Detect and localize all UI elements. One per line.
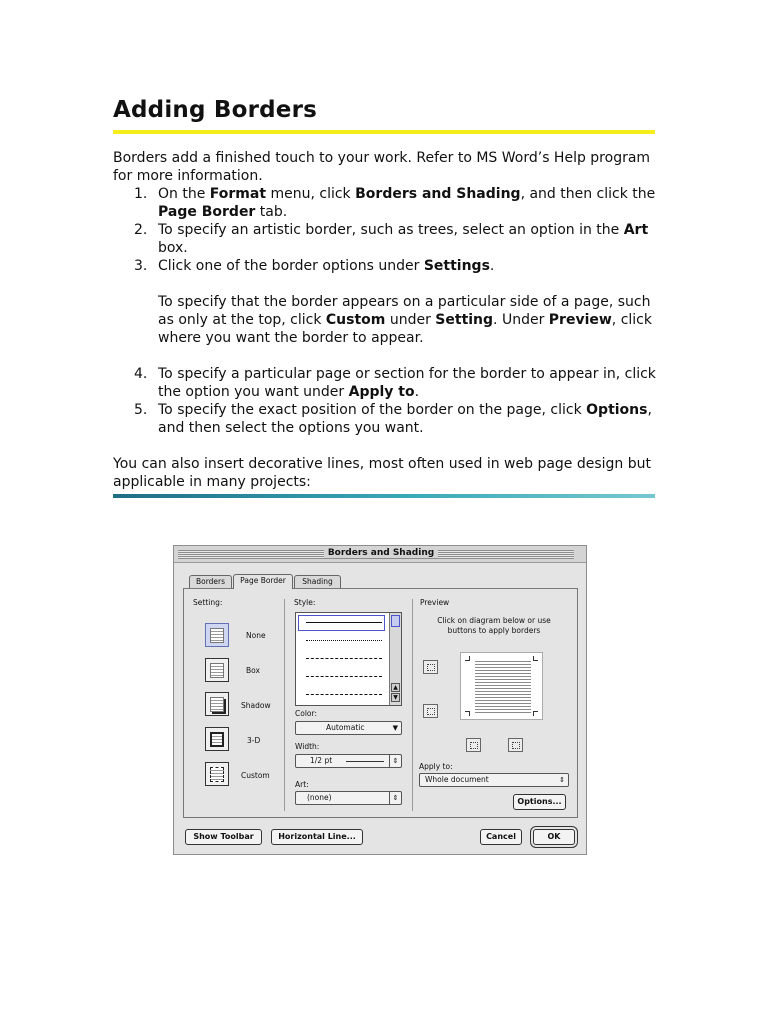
document-body [113, 149, 663, 491]
step-text: . [414, 384, 420, 400]
step-text: . Under [493, 312, 549, 328]
color-label: Color: [295, 709, 317, 718]
setting-custom-label: Custom [241, 771, 270, 780]
cancel-button[interactable]: Cancel [480, 829, 522, 845]
scroll-down-arrow-icon[interactable]: ▼ [391, 693, 400, 702]
color-dropdown[interactable] [295, 721, 402, 735]
step-text: under [385, 312, 436, 328]
setting-box-label: Box [246, 666, 260, 675]
setting-custom-button[interactable] [205, 762, 229, 786]
art-value: (none) [307, 793, 332, 802]
preview-page [475, 661, 531, 715]
corner-mark-icon [533, 656, 538, 661]
width-sample-line [346, 761, 384, 762]
spacer [113, 275, 663, 293]
border-bottom-icon [427, 708, 435, 715]
step-note [113, 293, 663, 347]
column-divider [412, 599, 413, 811]
step-item [113, 221, 663, 257]
step-bold: Art [623, 222, 649, 238]
setting-none-button[interactable] [205, 623, 229, 647]
color-value: Automatic [326, 723, 365, 732]
updown-arrow-icon: ⇕ [389, 755, 401, 767]
left-border-button[interactable] [466, 738, 481, 752]
step-item [113, 257, 663, 275]
spacer [113, 437, 663, 455]
step-bold: Borders and Shading [355, 186, 521, 202]
step-number: 1. [134, 186, 148, 202]
step-text: To specify a particular page or section for the border to appear in, click the option you want under [158, 366, 656, 400]
tab-page-border[interactable]: Page Border [233, 574, 293, 589]
style-dotted-line[interactable] [306, 640, 382, 641]
style-solid-line[interactable] [306, 622, 382, 623]
setting-label: Setting: [193, 598, 223, 607]
step-text: To specify the exact position of the border on the page, click [158, 402, 587, 418]
style-dash-dot-line[interactable] [306, 694, 382, 695]
style-label: Style: [294, 598, 316, 607]
bottom-border-button[interactable] [423, 704, 438, 718]
setting-none-icon [210, 628, 224, 643]
step-bold: Format [209, 186, 267, 202]
step-number: 4. [134, 366, 148, 382]
setting-shadow-label: Shadow [241, 701, 271, 710]
options-button[interactable]: Options... [513, 794, 566, 810]
setting-box-icon [210, 663, 224, 678]
step-bold: Options [586, 402, 648, 418]
step-bold: Custom [325, 312, 386, 328]
borders-shading-dialog [173, 545, 587, 855]
setting-shadow-icon [210, 697, 224, 712]
tab-shading[interactable]: Shading [294, 575, 341, 588]
step-number: 2. [134, 222, 148, 238]
dialog-titlebar[interactable] [174, 546, 586, 563]
apply-to-dropdown[interactable] [419, 773, 569, 787]
updown-arrow-icon: ⇕ [559, 776, 565, 784]
art-label: Art: [295, 780, 309, 789]
step-number: 5. [134, 402, 148, 418]
setting-box-button[interactable] [205, 658, 229, 682]
intro-paragraph: Borders add a finished touch to your work. Refer to MS Word’s Help program for more information. [113, 150, 651, 184]
corner-mark-icon [465, 711, 470, 716]
apply-to-value: Whole document [425, 775, 489, 784]
spacer [113, 347, 663, 365]
step-text: To specify an artistic border, such as trees, select an option in the [158, 222, 624, 238]
horizontal-line-button[interactable]: Horizontal Line... [271, 829, 363, 845]
setting-3d-button[interactable] [205, 727, 229, 751]
step-text: On the [158, 186, 210, 202]
preview-label: Preview [420, 598, 450, 607]
step-text: . [489, 258, 495, 274]
style-scrollbar[interactable] [389, 613, 401, 705]
style-long-dash-line[interactable] [306, 676, 382, 677]
step-item [113, 401, 663, 437]
step-bold: Preview [548, 312, 612, 328]
step-bold: Setting [435, 312, 494, 328]
step-text: tab. [255, 204, 288, 220]
step-text: , and then click the [520, 186, 656, 202]
preview-hint: Click on diagram below or use buttons to apply borders [437, 616, 551, 635]
dropdown-arrow-icon: ▼ [392, 724, 398, 732]
step-text: , click where you want the border to appear. [158, 312, 652, 346]
corner-mark-icon [465, 656, 470, 661]
top-border-button[interactable] [423, 660, 438, 674]
setting-3d-label: 3-D [247, 736, 261, 745]
corner-mark-icon [533, 711, 538, 716]
step-text: box. [158, 240, 188, 256]
setting-custom-icon [210, 767, 224, 782]
border-top-icon [427, 664, 435, 671]
style-dashed-line[interactable] [306, 658, 382, 659]
ok-button[interactable]: OK [533, 829, 575, 845]
setting-3d-icon [210, 732, 224, 747]
dialog-title: Borders and Shading [324, 548, 438, 558]
style-list[interactable] [295, 612, 402, 706]
scroll-up-arrow-icon[interactable]: ▲ [391, 683, 400, 692]
steps-list [113, 185, 663, 437]
show-toolbar-button[interactable]: Show Toolbar [185, 829, 262, 845]
outro-paragraph: You can also insert decorative lines, most often used in web page design but applicable in many projects: [113, 456, 652, 490]
title-underline [113, 130, 655, 134]
step-bold: Page Border [158, 204, 256, 220]
style-selected-row[interactable] [298, 615, 385, 631]
width-value: 1/2 pt [310, 756, 333, 765]
updown-arrow-icon: ⇕ [389, 792, 401, 804]
column-divider [284, 599, 285, 811]
setting-none-label: None [246, 631, 266, 640]
step-text: Click one of the border options under [158, 258, 424, 274]
border-right-icon [512, 742, 520, 749]
step-item [113, 365, 663, 401]
step-bold: Apply to [348, 384, 415, 400]
step-text: menu, click [266, 186, 356, 202]
width-label: Width: [295, 742, 320, 751]
step-number: 3. [134, 258, 148, 274]
section-divider [113, 494, 655, 498]
step-bold: Settings [423, 258, 490, 274]
step-text: To specify that the border appears on a particular side of a page, such as only at the top, click [158, 294, 651, 328]
page-title: Adding Borders [113, 97, 318, 123]
border-left-icon [470, 742, 478, 749]
apply-to-label: Apply to: [419, 762, 453, 771]
tab-borders[interactable]: Borders [189, 575, 232, 588]
width-dropdown[interactable] [295, 754, 402, 768]
preview-diagram[interactable] [460, 652, 543, 720]
step-item [113, 185, 663, 221]
art-dropdown[interactable] [295, 791, 402, 805]
step-text: , and then select the options you want. [158, 402, 652, 436]
setting-shadow-button[interactable] [205, 692, 229, 716]
right-border-button[interactable] [508, 738, 523, 752]
scroll-thumb[interactable] [391, 615, 400, 627]
